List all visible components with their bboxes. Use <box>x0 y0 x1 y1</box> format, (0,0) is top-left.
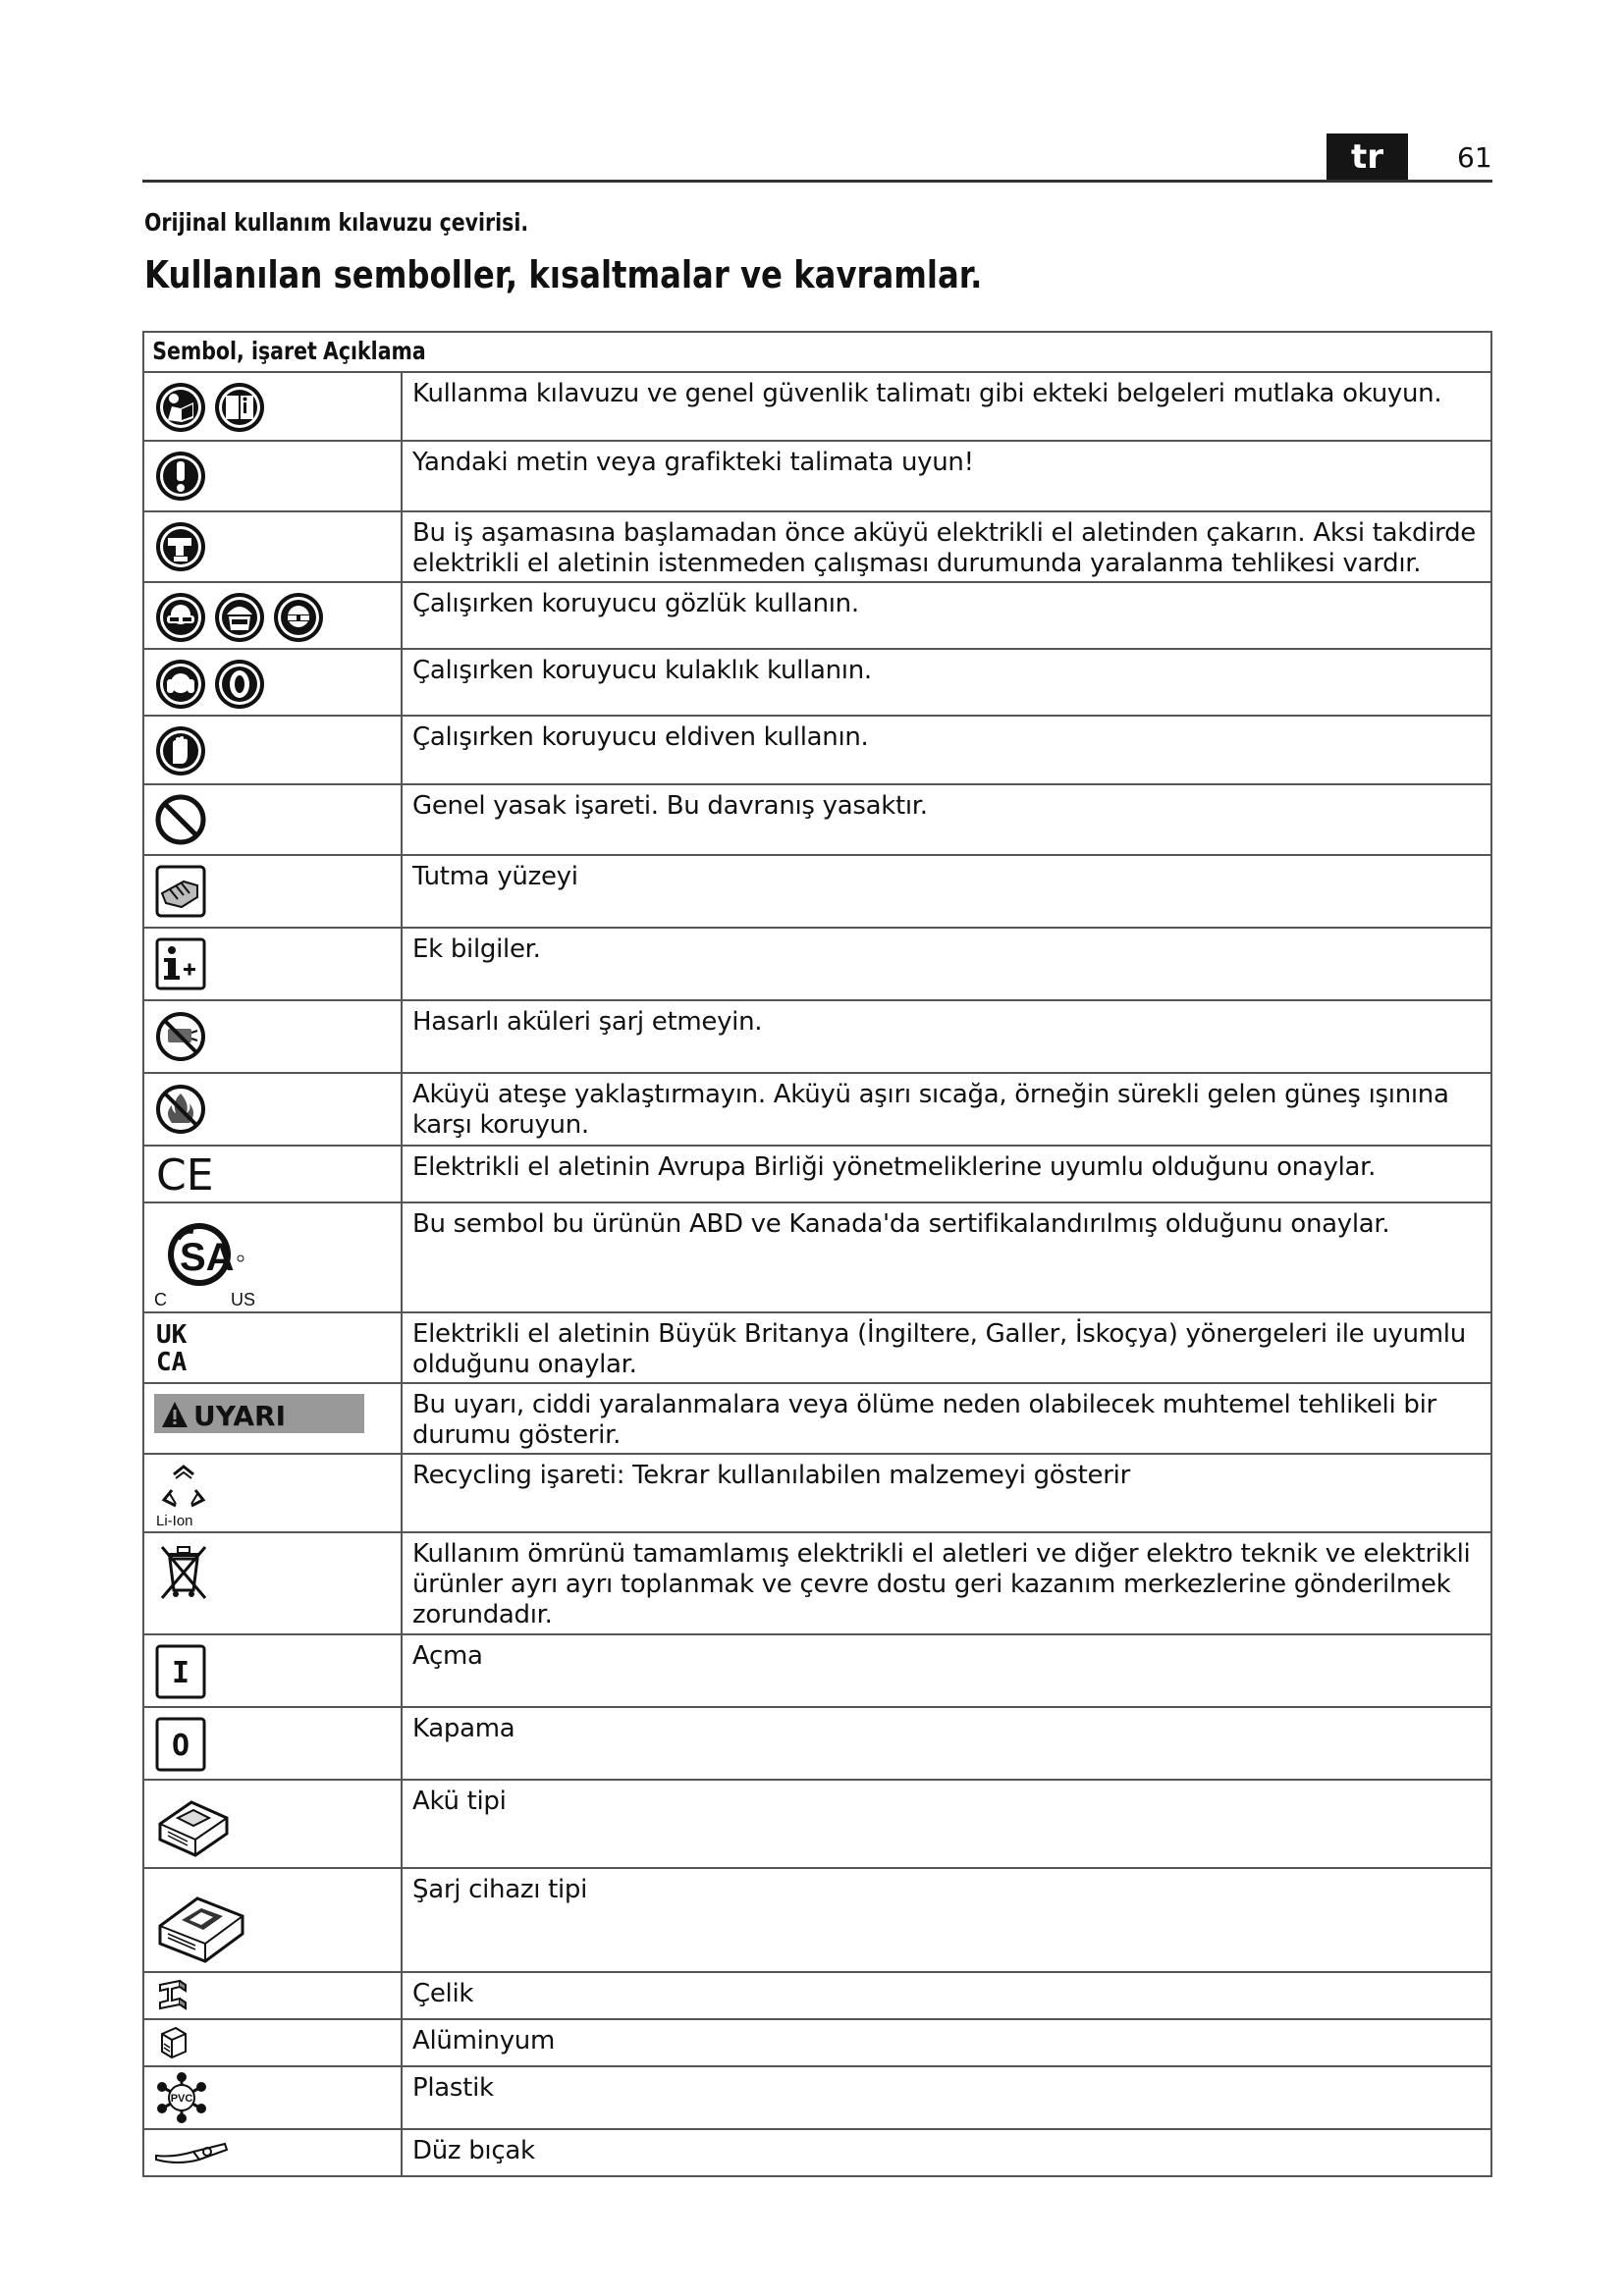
svg-text:CA: CA <box>156 1348 188 1376</box>
charger-icon <box>154 1877 248 1967</box>
description-text: Bu iş aşamasına başlamadan önce aküyü elektrikli el aletinden çakarın. Aksi takdirde elektrikli el aletinin istenmeden çalışması durumunda yaralanma tehlikesi vardır. <box>412 518 1476 578</box>
svg-text:UK: UK <box>156 1320 188 1350</box>
table-row <box>143 2066 1491 2129</box>
svg-text:UYARI: UYARI <box>193 1400 286 1432</box>
description-text: Recycling işareti: Tekrar kullanılabilen malzemeyi gösterir <box>412 1461 1130 1490</box>
description-text: Genel yasak işareti. Bu davranış yasaktır. <box>412 791 928 821</box>
svg-text:Li-Ion: Li-Ion <box>156 1513 193 1529</box>
svg-text:O: O <box>171 1729 190 1763</box>
table-row <box>143 2129 1491 2176</box>
table-row <box>143 1972 1491 2019</box>
svg-text:US: US <box>231 1290 256 1309</box>
plastic-pvc-icon <box>154 2071 209 2124</box>
gloves-icon <box>154 724 207 777</box>
symbols-table <box>142 331 1492 2177</box>
description-text: Açma <box>412 1641 483 1671</box>
page-number: 61 <box>1457 141 1492 174</box>
steel-icon <box>154 1977 193 2014</box>
description-text: Kapama <box>412 1714 515 1743</box>
description-text: Düz bıçak <box>412 2136 535 2165</box>
no-charge-damaged-icon <box>154 1009 207 1064</box>
glasses-icon <box>272 591 325 644</box>
description-text: Çalışırken koruyucu eldiven kullanın. <box>412 722 869 752</box>
subtitle: Orijinal kullanım kılavuzu çevirisi. <box>144 208 529 237</box>
table-row <box>143 784 1491 855</box>
description-text: Şarj cihazı tipi <box>412 1875 588 1904</box>
svg-text:CE: CE <box>156 1150 214 1198</box>
symbol-header: Sembol, işaret <box>152 337 317 365</box>
table-row <box>143 1532 1491 1634</box>
description-text: Tutma yüzeyi <box>412 862 578 891</box>
description-text: Yandaki metin veya grafikteki talimata uyun! <box>412 448 974 477</box>
grip-surface-icon <box>154 864 207 919</box>
description-text: Kullanım ömrünü tamamlamış elektrikli el aletleri ve diğer elektro teknik ve elektrikli ürünler ayrı ayrı toplanmak ve çevre dostu geri kazanım merkezlerine gönderilmek zorundadır. <box>412 1539 1471 1629</box>
csa-mark-icon <box>154 1211 272 1309</box>
table-row <box>143 2019 1491 2066</box>
remove-battery-icon <box>154 520 207 573</box>
description-text: Aküyü ateşe yaklaştırmayın. Aküyü aşırı sıcağa, örneğin sürekli gelen güneş ışınına karşı koruyun. <box>412 1080 1449 1140</box>
earmuffs-icon <box>154 658 207 711</box>
table-row <box>143 1202 1491 1312</box>
language-badge: tr <box>1326 133 1408 180</box>
header-rule <box>142 180 1492 183</box>
aluminium-icon <box>154 2024 193 2061</box>
description-text: Bu uyarı, ciddi yaralanmalara veya ölüme neden olabilecek muhtemel tehlikeli bir durumu gösterir. <box>412 1390 1436 1450</box>
info-plus-icon <box>154 936 207 991</box>
description-text: Alüminyum <box>412 2026 556 2056</box>
description-text: Ek bilgiler. <box>412 934 541 964</box>
straight-blade-icon <box>154 2136 229 2165</box>
goggles-icon <box>154 591 207 644</box>
table-row <box>143 716 1491 784</box>
svg-text:SA: SA <box>180 1236 235 1279</box>
ear-protection-icon <box>213 658 266 711</box>
table-row <box>143 582 1491 649</box>
description-header-cell <box>323 332 1491 372</box>
table-row <box>143 1000 1491 1073</box>
table-header-row <box>143 332 1491 372</box>
table-row <box>143 1146 1491 1202</box>
read-manual-icon <box>154 381 207 434</box>
description-text: Plastik <box>412 2073 494 2103</box>
prohibition-icon <box>154 793 207 846</box>
power-on-icon <box>154 1643 207 1700</box>
table-row <box>143 855 1491 928</box>
svg-text:PVC: PVC <box>170 2093 193 2105</box>
no-fire-icon <box>154 1082 207 1137</box>
battery-pack-icon <box>154 1789 233 1863</box>
info-book-icon <box>213 381 266 434</box>
table-row <box>143 1707 1491 1780</box>
table-row <box>143 1073 1491 1146</box>
table-row <box>143 441 1491 511</box>
table-row <box>143 511 1491 582</box>
table-row <box>143 928 1491 1000</box>
ukca-mark-icon <box>154 1317 203 1376</box>
table-row <box>143 1383 1491 1454</box>
description-text: Kullanma kılavuzu ve genel güvenlik talimatı gibi ekteki belgeleri mutlaka okuyun. <box>412 379 1442 408</box>
description-text: Çalışırken koruyucu kulaklık kullanın. <box>412 656 872 685</box>
svg-text:I: I <box>171 1656 190 1690</box>
svg-text:C: C <box>154 1290 167 1309</box>
table-row <box>143 1454 1491 1532</box>
description-text: Çelik <box>412 1979 474 2008</box>
ce-mark-icon <box>154 1150 217 1198</box>
description-text: Çalışırken koruyucu gözlük kullanın. <box>412 589 859 618</box>
table-row <box>143 1634 1491 1707</box>
table-row <box>143 1780 1491 1868</box>
table-row <box>143 372 1491 441</box>
exclamation-icon <box>154 450 207 503</box>
table-row <box>143 649 1491 716</box>
page-title: Kullanılan semboller, kısaltmalar ve kavramlar. <box>144 253 983 296</box>
description-text: Elektrikli el aletinin Avrupa Birliği yönetmeliklerine uyumlu olduğunu onaylar. <box>412 1152 1377 1182</box>
description-header: Açıklama <box>323 337 426 365</box>
weee-bin-icon <box>154 1541 213 1602</box>
description-text: Hasarlı aküleri şarj etmeyin. <box>412 1007 763 1037</box>
description-text: Bu sembol bu ürünün ABD ve Kanada'da sertifikalandırılmış olduğunu onaylar. <box>412 1209 1390 1239</box>
description-text: Akü tipi <box>412 1787 507 1816</box>
description-text: Elektrikli el aletinin Büyük Britanya (İngiltere, Galler, İskoçya) yönergeleri ile uyumlu olduğunu onaylar. <box>412 1319 1466 1379</box>
warning-label-icon <box>154 1394 364 1433</box>
power-off-icon <box>154 1716 207 1773</box>
table-row <box>143 1312 1491 1383</box>
recycling-li-ion-icon <box>154 1463 213 1531</box>
face-shield-icon <box>213 591 266 644</box>
table-row <box>143 1868 1491 1972</box>
